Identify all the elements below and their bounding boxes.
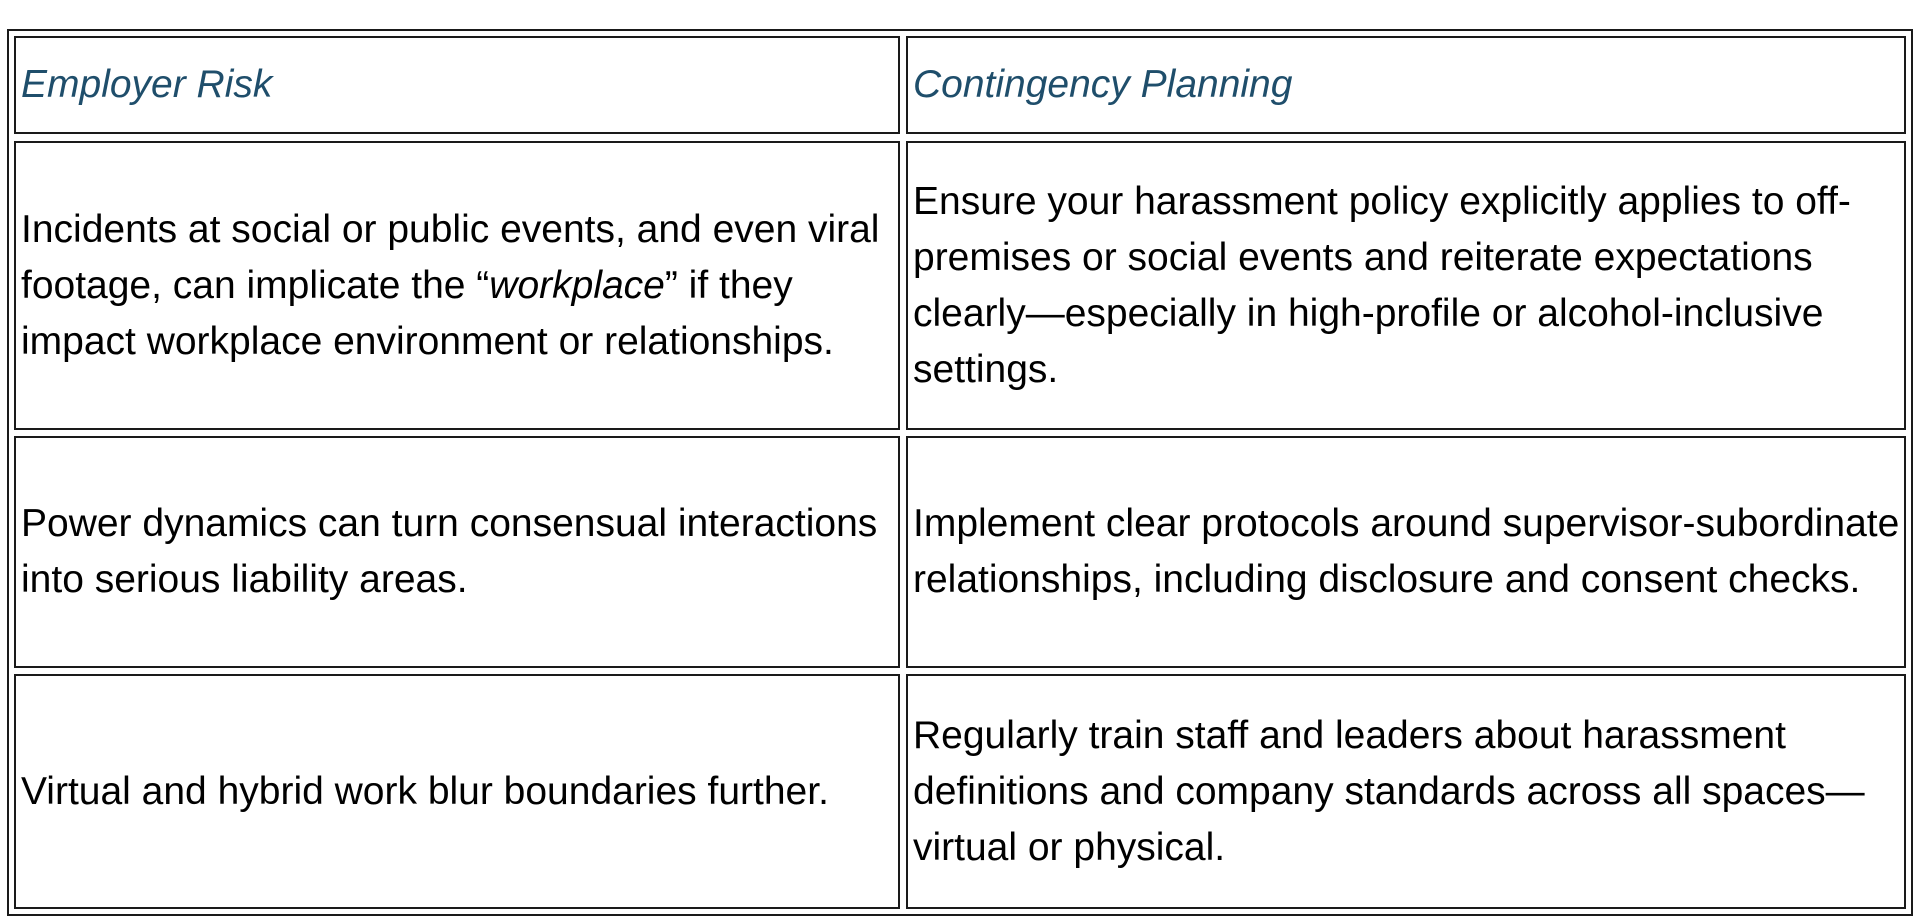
- risk-3-text: Virtual and hybrid work blur boundaries further.: [21, 769, 829, 813]
- header-employer-risk-label: Employer Risk: [21, 63, 273, 106]
- header-employer-risk: [14, 36, 900, 134]
- table-cell-planning-1: [906, 141, 1906, 430]
- planning-1-text: Ensure your harassment policy explicitly applies to off-premises or social events and reiterate expectations clearly—especially in high-profile or alcohol-inclusive settings.: [913, 179, 1851, 391]
- table-cell-planning-2: [906, 436, 1906, 668]
- risk-1-emphasis: workplace: [489, 263, 665, 307]
- table-cell-planning-3: [906, 674, 1906, 909]
- header-contingency-planning: [906, 36, 1906, 134]
- risk-1-text: [21, 202, 898, 370]
- risk-2-text: Power dynamics can turn consensual interactions into serious liability areas.: [21, 502, 878, 601]
- risk-1-text-start: Incidents at social or public events, and even viral footage, can implicate the “: [21, 207, 880, 307]
- table-cell-risk-1: [14, 141, 900, 430]
- planning-2-text: Implement clear protocols around supervisor-subordinate relationships, including disclosure and consent checks.: [913, 502, 1900, 601]
- table-cell-risk-2: [14, 436, 900, 668]
- table-cell-risk-3: [14, 674, 900, 909]
- planning-3-text: Regularly train staff and leaders about harassment definitions and company standards across all spaces—virtual or physical.: [913, 713, 1865, 869]
- risk-1-text-end: ” if they impact workplace environment or relationships.: [21, 263, 834, 363]
- header-contingency-planning-label: Contingency Planning: [913, 63, 1293, 106]
